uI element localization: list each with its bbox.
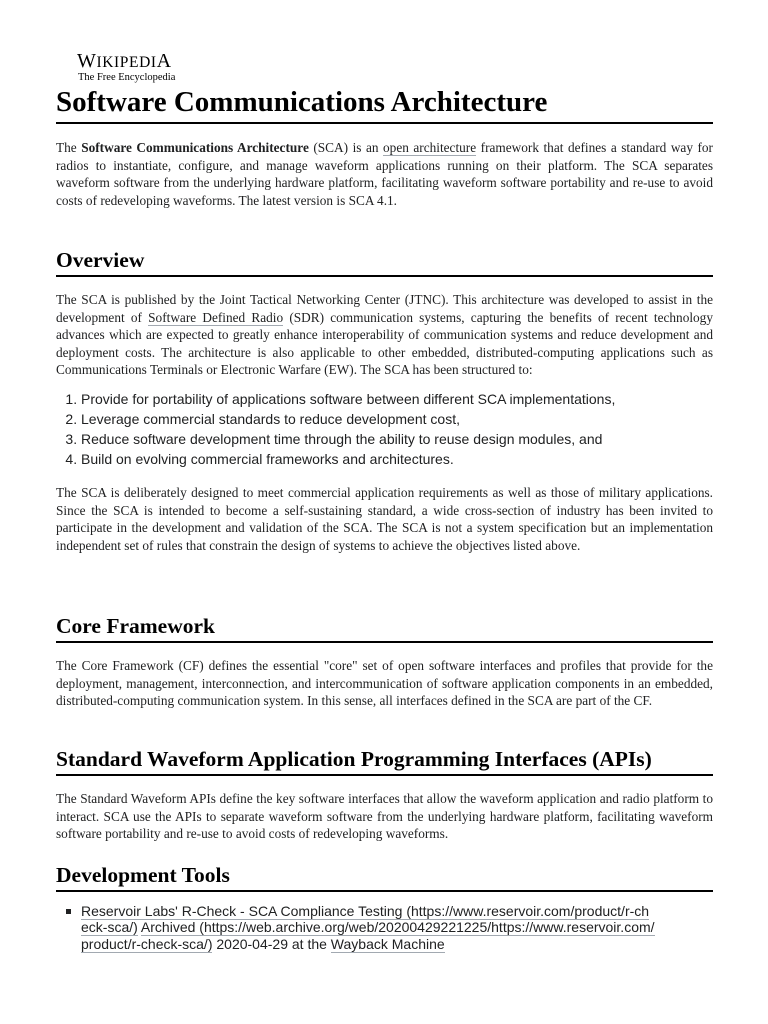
archive-date-text: 2020-04-29 at the	[212, 935, 331, 952]
r-check-link-continued[interactable]: eck-sca/)	[81, 919, 138, 936]
wikipedia-logo[interactable]	[77, 50, 237, 86]
development-tools-list	[56, 903, 713, 952]
overview-section	[56, 246, 713, 554]
wikipedia-tagline: The Free Encyclopedia	[78, 72, 176, 83]
intro-section	[56, 139, 713, 209]
core-framework-paragraph: The Core Framework (CF) defines the essential "core" set of open software interfaces and profiles that provide for the deployment, management, interconnection, and intercommunication of software application components in an embedded, distributed-computing communication system. In this sense, all interfaces defined in the SCA are part of the CF.	[56, 658, 713, 709]
list-item	[81, 903, 713, 952]
archived-link[interactable]: Archived (https://web.archive.org/web/20200429221225/https://www.reservoir.com/	[140, 919, 655, 936]
open-architecture-link[interactable]: open architecture	[383, 140, 477, 155]
apis-heading: Standard Waveform Application Programming Interfaces (APIs)	[56, 745, 713, 776]
wayback-machine-link[interactable]: Wayback Machine	[330, 935, 445, 952]
list-item: 4. Build on evolving commercial frameworks and architectures.	[81, 449, 713, 469]
list-item: 1. Provide for portability of applications software between different SCA implementations,	[81, 389, 713, 409]
archived-link-continued[interactable]: product/r-check-sca/)	[81, 935, 213, 952]
intro-paragraph: The Software Communications Architecture (SCA) is an open architecture framework that defines a standard way for radios to instantiate, configure, and manage waveform applications running on their platform. The SCA separates waveform software from the underlying hardware platform, facilitating waveform software portability and re-use to avoid costs of redeveloping waveforms. The latest version is SCA 4.1.	[56, 140, 713, 208]
list-item: 2. Leverage commercial standards to reduce development cost,	[81, 409, 713, 429]
software-defined-radio-link[interactable]: Software Defined Radio	[148, 309, 284, 325]
wikipedia-wordmark: WIKIPEDIA	[77, 50, 172, 72]
core-framework-heading: Core Framework	[56, 612, 713, 643]
overview-paragraph-2: The SCA is deliberately designed to meet commercial application requirements as well as those of military applications. Since the SCA is intended to become a self-sustaining standard, a wide cross-section of industry has been invited to participate in the development and validation of the SCA. The SCA is not a system specification but an implementation independent set of rules that constrain the design of systems to achieve the objectives listed above.	[56, 484, 713, 553]
development-tools-section	[56, 861, 713, 952]
core-framework-section	[56, 612, 713, 710]
overview-heading: Overview	[56, 246, 713, 277]
r-check-link[interactable]: Reservoir Labs' R-Check - SCA Compliance Testing (https://www.reservoir.com/product/r-ch	[81, 903, 650, 919]
development-tools-heading: Development Tools	[56, 861, 713, 892]
bullet-icon	[66, 909, 71, 914]
overview-paragraph-1: The SCA is published by the Joint Tactical Networking Center (JTNC). This architecture was developed to assist in the development of Software Defined Radio (SDR) communication systems, capturing the benefits of recent technology advances which are expected to greatly enhance interoperability of communication systems and reduce development and deployment costs. The architecture is also applicable to other embedded, distributed-computing applications such as Communications Terminals or Electronic Warfare (EW). The SCA has been structured to:	[56, 292, 713, 378]
apis-section	[56, 745, 713, 843]
intro-bold-term: Software Communications Architecture	[81, 140, 309, 155]
apis-paragraph: The Standard Waveform APIs define the key software interfaces that allow the waveform application and radio platform to interact. SCA use the APIs to separate waveform software from the underlying hardware platform, facilitating waveform software portability and re-use to avoid costs of redeveloping waveforms.	[56, 791, 713, 842]
page-title: Software Communications Architecture	[56, 84, 713, 124]
list-item: 3. Reduce software development time through the ability to reuse design modules, and	[81, 429, 713, 449]
overview-objectives-list	[56, 389, 713, 469]
